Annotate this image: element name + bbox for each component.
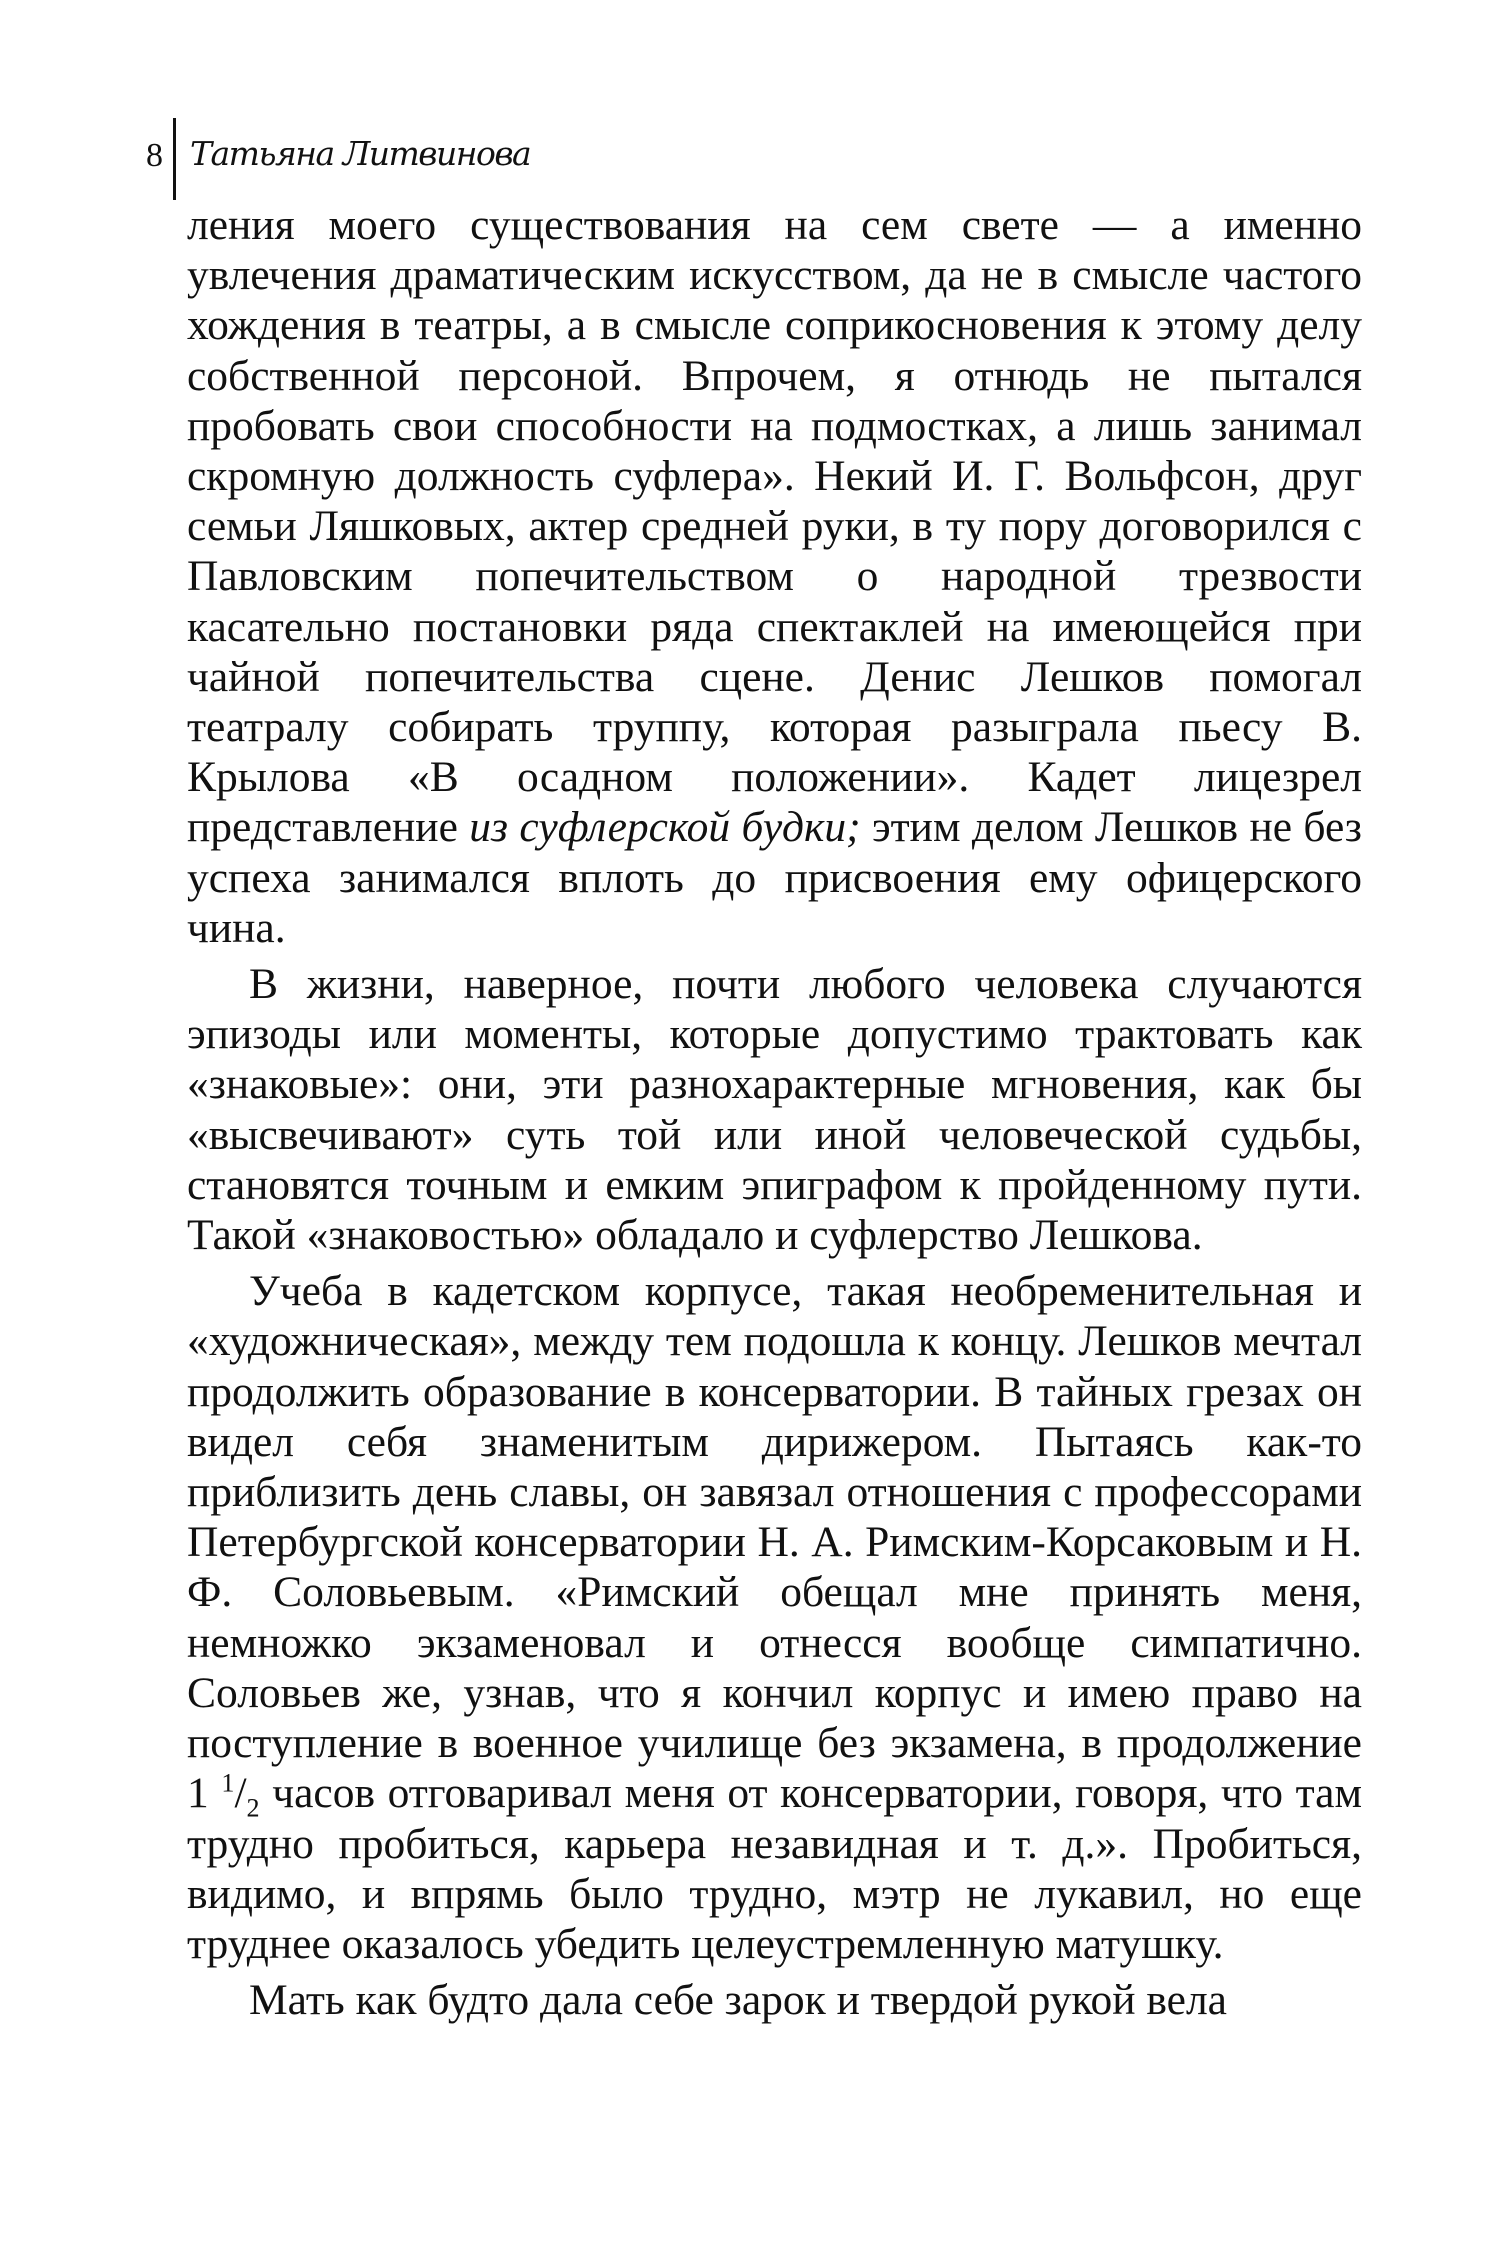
fraction-numerator: 1 [221,1768,235,1798]
paragraph-2: В жизни, наверное, почти любого человека случаются эпизоды или моменты, которые допустимо трактовать как «знаковые»: они, эти разнохарактерные мгновения, как бы «высвечивают» суть той или иной человеческой судьбы, становятся точным и емким эпиграфом к пройденному пути. Такой «знаковостью» обладало и суфлерство Лешкова. [187,960,1362,1260]
page-number: 8 [146,137,163,174]
author-name: Татьяна Литвинова [190,134,531,173]
paragraph-4: Мать как будто дала себе зарок и твердой рукой вела [249,1976,1227,2025]
body-text [187,200,1362,2025]
paragraph-1-text-a: ления моего существования на сем свете — а именно увлечения драматическим искусством, да не в смысле частого хождения в театры, а в смысле соприкосновения к этому делу собственной персоной. Впрочем, я отнюдь не пытался пробовать свои способности на подмостках, а лишь занимал скромную должность суфлера». Некий И. Г. Вольфсон, друг семьи Ляшковых, актер средней руки, в ту пору договорился с Павловским попечительством о народной трезвости касательно постановки ряда спектаклей на имеющейся при чайной попечительства сцене. Денис Лешков помогал театралу собирать труппу, которая разыграла пьесу В. Крылова «В осадном положении». Кадет лицезрел представление [187,201,1362,852]
fraction-one-half: $^1/_2$ [221,1768,260,1823]
paragraph-1 [187,200,1362,953]
paragraph-3-text-b: часов отговаривал меня от консерватории, говоря, что там трудно пробиться, карьера незавидная и т. д.». Пробиться, видимо, и впрямь было трудно, мэтр не лукавил, но еще труднее оказалось убедить целеустремленную матушку. [187,1769,1362,1968]
running-head [146,118,530,198]
header-divider [173,118,176,200]
paragraph-3 [187,1266,1362,1969]
paragraph-1-italic: из суфлерской будки; [469,803,861,852]
paragraph-1-text-b: этим делом Лешков не без успеха занимался вплоть до присвоения ему офицерского чина. [187,803,1362,952]
paragraph-3-text-a: Учеба в кадетском корпусе, такая необременительная и «художническая», между тем подошла к концу. Лешков мечтал продолжить образование в консерватории. В тайных грезах он видел себя знаменитым дирижером. Пытаясь как-то приблизить день славы, он завязал отношения с профессорами Петербургской консерватории Н. А. Римским-Корсаковым и Н. Ф. Соловьевым. «Римский обещал мне принять меня, немножко экзаменовал и отнесся вообще симпатично. Соловьев же, узнав, что я кончил корпус и имею право на поступление в военное училище без экзамена, в продолжение 1 [187,1267,1362,1818]
fraction-denominator: 2 [246,1793,260,1823]
